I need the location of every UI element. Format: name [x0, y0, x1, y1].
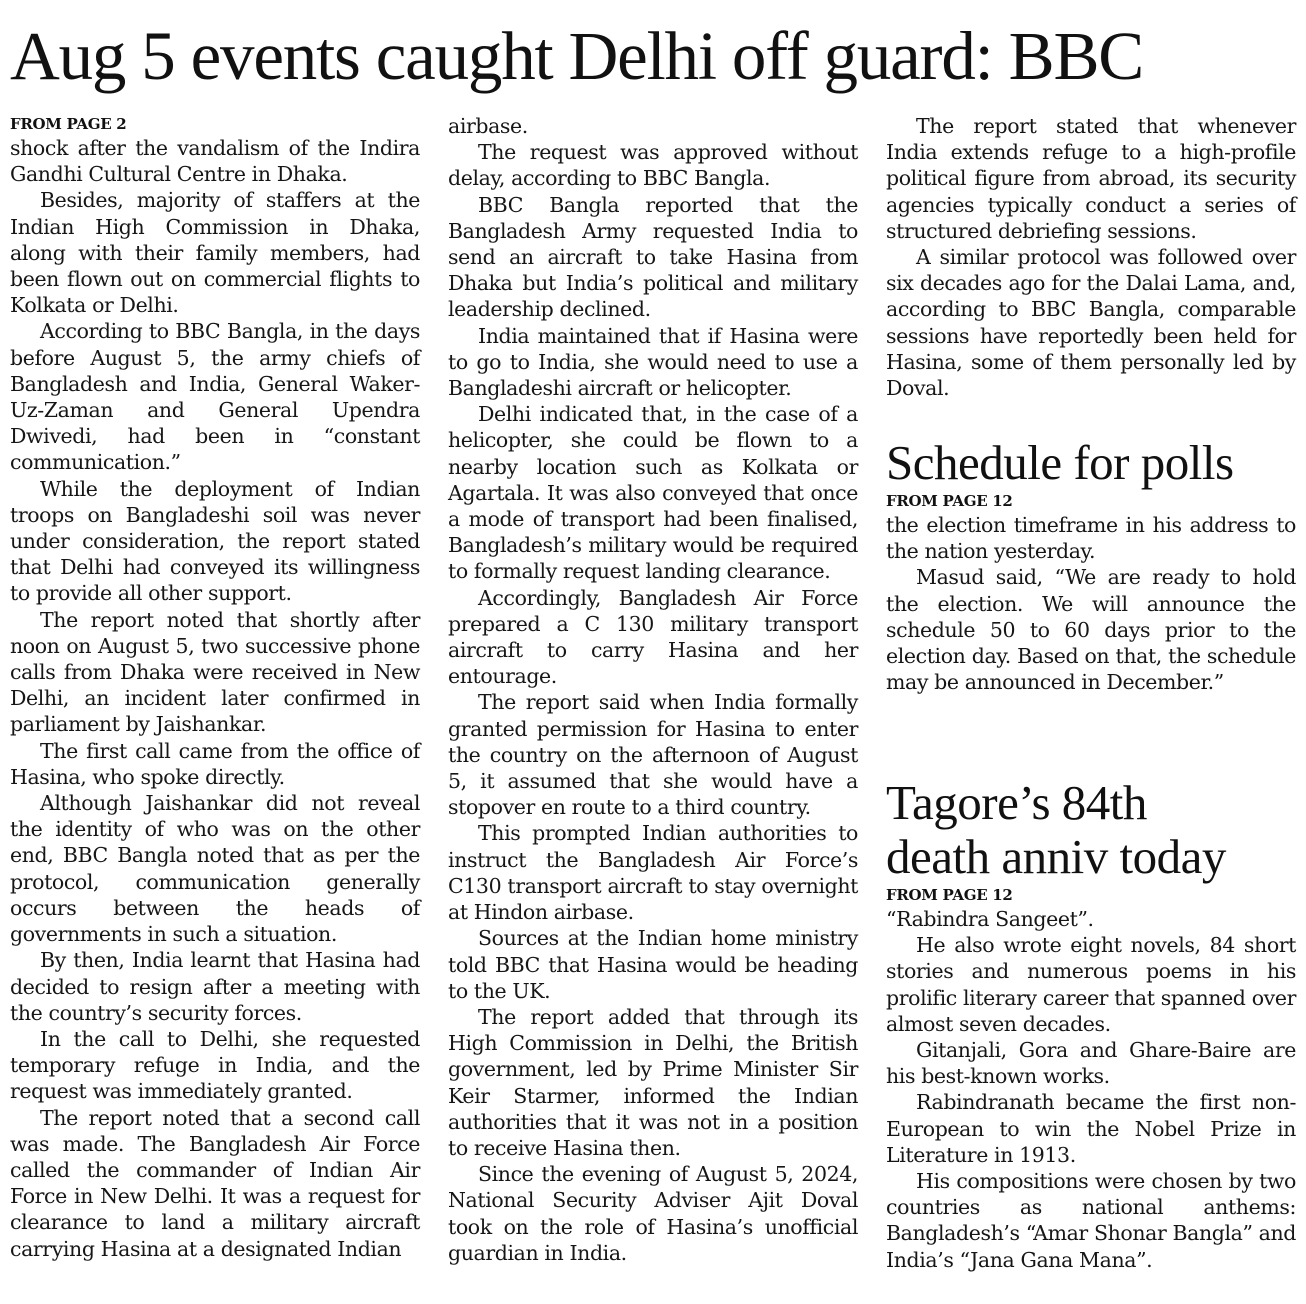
paragraph: A similar protocol was followed over six decades ago for the Dalai Lama, and, according to BBC Bangla, comparable sessions have reportedly been held for Hasina, some of them personally led by Doval. — [886, 245, 1296, 401]
paragraph: airbase. — [448, 114, 528, 138]
paragraph: He also wrote eight novels, 84 short stories and numerous poems in his prolific literary career that spanned over almost seven decades. — [886, 933, 1296, 1036]
paragraph: “Rabindra Sangeet”. — [886, 907, 1094, 931]
paragraph: Rabindranath became the first non-European to win the Nobel Prize in Literature in 1913. — [886, 1090, 1296, 1167]
paragraph: This prompted Indian authorities to instruct the Bangladesh Air Force’s C130 transport aircraft to stay overnight at Hindon airbase. — [448, 821, 858, 925]
paragraph: Besides, majority of staffers at the Indian High Commission in Dhaka, along with their family members, had been flown out on commercial flights to Kolkata or Delhi. — [10, 188, 420, 318]
paragraph: By then, India learnt that Hasina had decided to resign after a meeting with the country’s security forces. — [10, 948, 420, 1025]
paragraph: In the call to Delhi, she requested temporary refuge in India, and the request was immediately granted. — [10, 1026, 420, 1104]
paragraph: The report noted that a second call was made. The Bangladesh Air Force called the commander of Indian Air Force in New Delhi. It was a request for clearance to land a military aircraft carrying Hasina at a designated Indian — [10, 1105, 420, 1261]
paragraph: Accordingly, Bangladesh Air Force prepared a C 130 military transport aircraft to carry Hasina and her entourage. — [448, 585, 858, 689]
paragraph: shock after the vandalism of the Indira Gandhi Cultural Centre in Dhaka. — [10, 136, 420, 187]
polls-story — [886, 436, 1296, 695]
paragraph: The report said when India formally granted permission for Hasina to enter the country on the afternoon of August 5, it assumed that she would have a stopover en route to a third country. — [448, 690, 858, 820]
paragraph: Delhi indicated that, in the case of a helicopter, she could be flown to a nearby location such as Kolkata or Agartala. It was also conveyed that once a mode of transport had been finalised, Bangladesh’s military would be required to formally request landing clearance. — [448, 402, 858, 584]
polls-byline: FROM PAGE 12 — [886, 492, 1013, 510]
paragraph: While the deployment of Indian troops on Bangladeshi soil was never under consideration, the report stated that Delhi had conveyed its willingness to provide all other support. — [10, 476, 420, 606]
paragraph: Although Jaishankar did not reveal the identity of who was on the other end, BBC Bangla noted that as per the protocol, communication generally occurs between the heads of governments in such a situation. — [10, 791, 420, 947]
main-story-continuation — [886, 113, 1296, 401]
main-headline: Aug 5 events caught Delhi off guard: BBC — [10, 18, 1144, 94]
paragraph: His compositions were chosen by two countries as national anthems: Bangladesh’s “Amar Shonar Bangla” and India’s “Jana Gana Mana”. — [886, 1169, 1297, 1272]
paragraph: Gitanjali, Gora and Ghare-Baire are his best-known works. — [886, 1038, 1296, 1089]
main-story-column-1 — [10, 113, 420, 1262]
tagore-headline-line-1: Tagore’s 84th — [886, 775, 1147, 830]
paragraph: Sources at the Indian home ministry told BBC that Hasina would be heading to the UK. — [448, 926, 858, 1003]
paragraph: Masud said, “We are ready to hold the election. We will announce the schedule 50 to 60 days prior to the election day. Based on that, the schedule may be announced in December.” — [886, 565, 1296, 695]
main-story-byline: FROM PAGE 2 — [10, 115, 127, 133]
paragraph: The report noted that shortly after noon on August 5, two successive phone calls from Dhaka were received in New Delhi, an incident later confirmed in parliament by Jaishankar. — [10, 607, 420, 737]
paragraph: Since the evening of August 5, 2024, National Security Adviser Ajit Doval took on the role of Hasina’s unofficial guardian in India. — [448, 1162, 858, 1265]
tagore-story — [886, 776, 1296, 1273]
paragraph: The request was approved without delay, according to BBC Bangla. — [448, 140, 858, 191]
paragraph: India maintained that if Hasina were to go to India, she would need to use a Bangladeshi aircraft or helicopter. — [448, 323, 858, 401]
main-story-column-2 — [448, 113, 858, 1266]
paragraph: According to BBC Bangla, in the days before August 5, the army chiefs of Bangladesh and India, General Waker-Uz-Zaman and General Upendra Dwivedi, had been in “constant communication.” — [10, 319, 420, 475]
paragraph: The report stated that whenever India extends refuge to a high-profile political figure from abroad, its security agencies typically conduct a series of structured debriefing sessions. — [886, 114, 1296, 243]
tagore-byline: FROM PAGE 12 — [886, 886, 1013, 904]
paragraph: The report added that through its High Commission in Delhi, the British government, led by Prime Minister Sir Keir Starmer, informed the Indian authorities that it was not in a position to receive Hasina then. — [448, 1004, 858, 1160]
tagore-headline — [886, 776, 1296, 884]
polls-headline: Schedule for polls — [886, 435, 1234, 490]
paragraph: the election timeframe in his address to the nation yesterday. — [886, 513, 1296, 564]
paragraph: BBC Bangla reported that the Bangladesh Army requested India to send an aircraft to take Hasina from Dhaka but India’s political and military leadership declined. — [448, 192, 858, 322]
paragraph: The first call came from the office of Hasina, who spoke directly. — [10, 738, 420, 789]
tagore-headline-line-2: death anniv today — [886, 829, 1226, 884]
